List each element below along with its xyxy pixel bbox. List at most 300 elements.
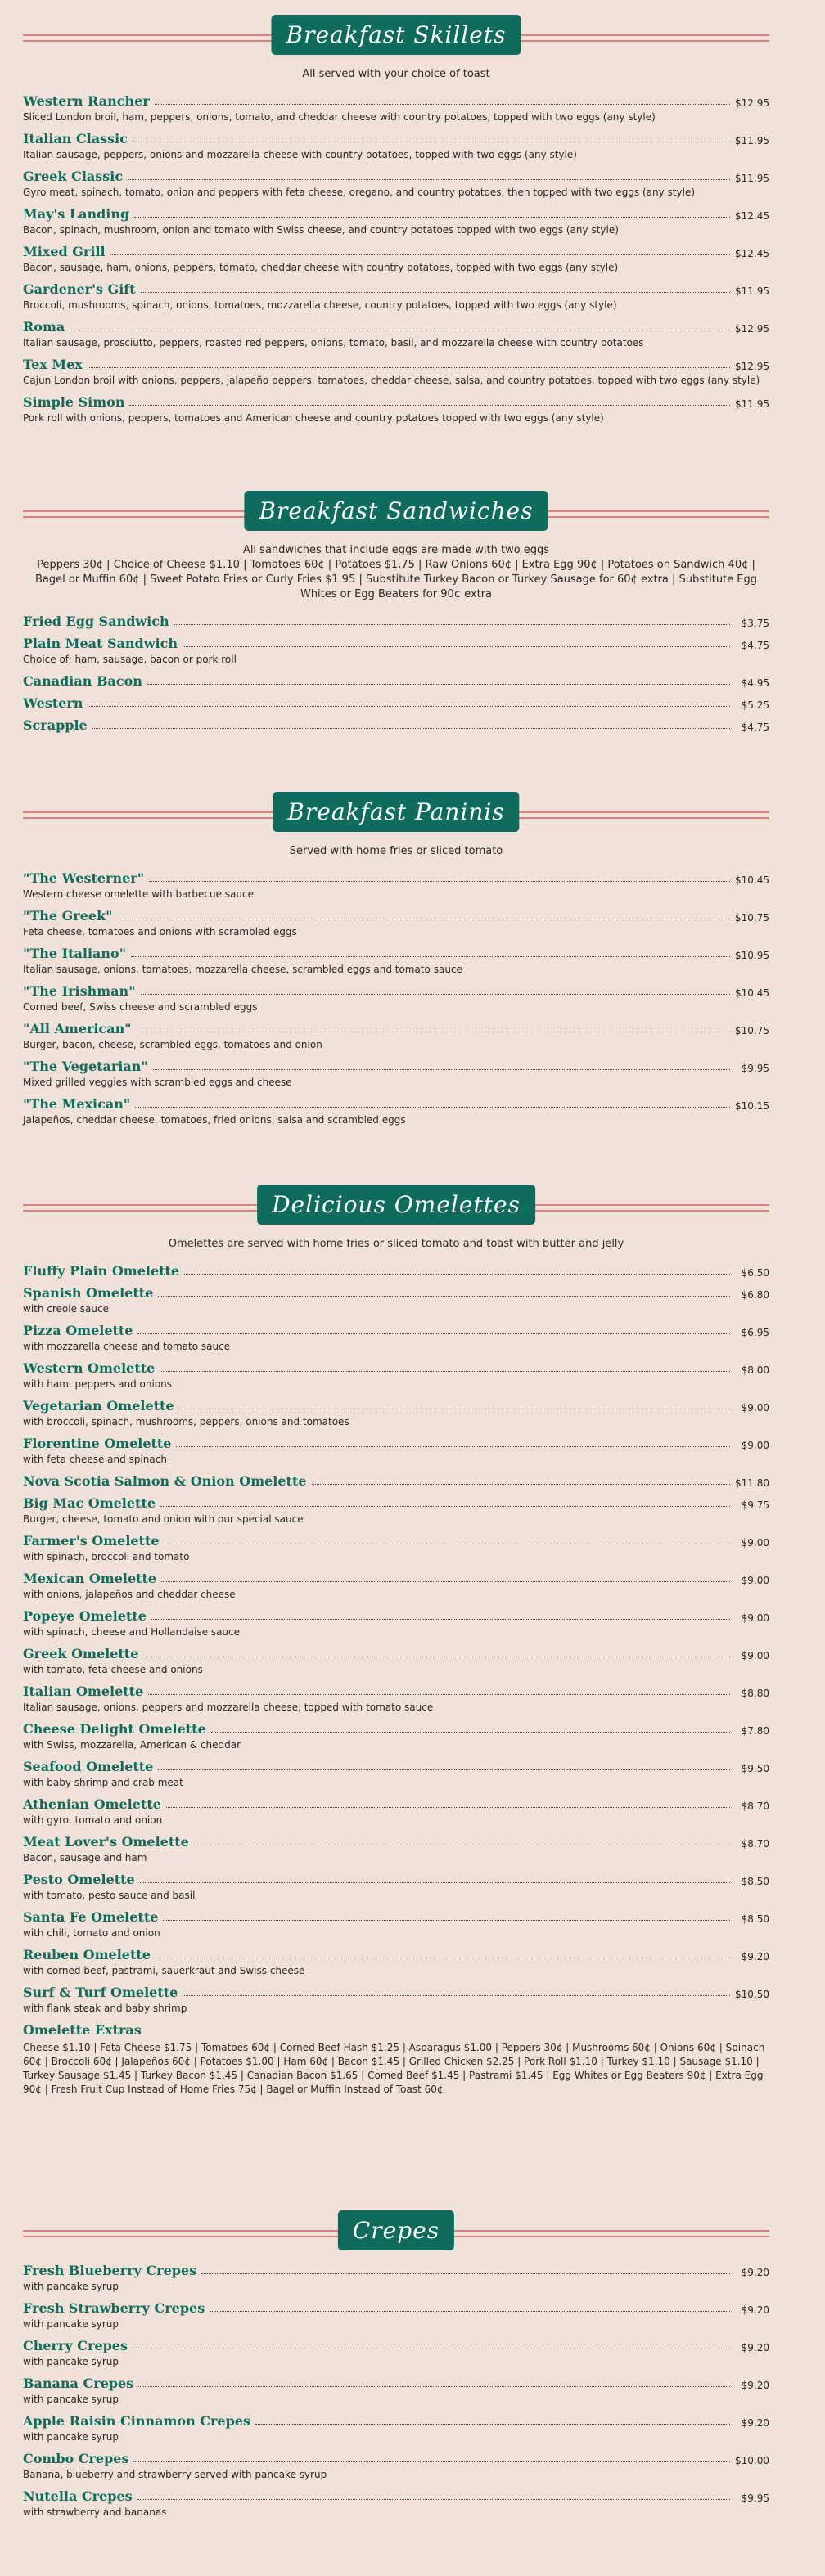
menu-item — [23, 319, 769, 350]
menu-item-name: Florentine Omelette — [23, 1436, 172, 1451]
menu-item-name: Fresh Strawberry Crepes — [23, 2300, 205, 2316]
dot-leader — [155, 104, 730, 105]
menu-item-description: Western cheese omelette with barbecue sauce — [23, 888, 254, 900]
menu-item — [23, 1021, 769, 1052]
menu-item-name: Plain Meat Sandwich — [23, 636, 178, 651]
menu-item-description: with pancake syrup — [23, 2394, 119, 2405]
menu-item-price: $8.70 — [741, 1801, 769, 1812]
section-breakfast-paninis — [23, 792, 769, 1134]
menu-item-description: Corned beef, Swiss cheese and scrambled eggs — [23, 1001, 258, 1013]
item-list — [23, 870, 769, 1127]
menu-item-row — [23, 1985, 769, 2000]
dot-leader — [166, 1807, 730, 1808]
section-breakfast-sandwiches — [23, 491, 769, 740]
menu-item-name: Santa Fe Omelette — [23, 1909, 159, 1925]
dot-leader — [183, 1995, 730, 1996]
menu-item-price: $12.95 — [735, 97, 769, 109]
omelette-extras — [23, 2022, 769, 2097]
menu-item-price: $11.95 — [735, 173, 769, 184]
menu-item — [23, 1721, 769, 1752]
menu-item-row — [23, 1323, 769, 1338]
menu-item-row — [23, 206, 769, 222]
menu-item-name: Italian Classic — [23, 131, 128, 146]
menu-item-price: $9.95 — [741, 1063, 769, 1074]
menu-item-description: with broccoli, spinach, mushrooms, peppers, onions and tomatoes — [23, 1416, 349, 1427]
menu-item-row — [23, 1096, 769, 1112]
menu-item-price: $10.45 — [735, 987, 769, 999]
menu-item-description: with ham, peppers and onions — [23, 1378, 173, 1390]
menu-item — [23, 1495, 769, 1526]
menu-item — [23, 1533, 769, 1564]
extras-text: Cheese $1.10 | Feta Cheese $1.75 | Tomatoes 60¢ | Corned Beef Hash $1.25 | Asparagus $1.00 | Peppers 30¢ | Mushrooms 60¢ | Onions 60¢ | Spinach 60¢ | Broccoli 60¢ | Jalapeños 60¢ | Potatoes $1.00 | Ham 60¢ | Bacon $1.45 | Grilled Chicken $2.25 | Pork Roll $1.10 | Turkey $1.10 | Sausage $1.10 | Turkey Sausage $1.45 | Turkey Bacon $1.45 | Canadian Bacon $1.65 | Corned Beef $1.45 | Pastrami $1.45 | Egg Whites or Egg Beaters 90¢ | Extra Egg 90¢ | Fresh Fruit Cup Instead of Home Fries 75¢ | Bagel or Muffin Instead of Toast 60¢ — [23, 2042, 765, 2095]
menu-item-description: Italian sausage, onions, tomatoes, mozzarella cheese, scrambled eggs and tomato sauce — [23, 964, 462, 975]
menu-item-row — [23, 1495, 769, 1511]
section-subtitle: Omelettes are served with home fries or sliced tomato and toast with butter and jelly — [168, 1238, 624, 1250]
menu-item-description: with creole sauce — [23, 1303, 109, 1315]
section-title: Crepes — [338, 2210, 454, 2250]
menu-item-description: with pancake syrup — [23, 2281, 119, 2292]
menu-item-price: $9.00 — [741, 1537, 769, 1549]
dot-leader — [134, 217, 730, 218]
menu-item-row — [23, 169, 769, 184]
menu-item — [23, 636, 769, 667]
menu-item-price: $10.45 — [735, 874, 769, 886]
menu-item-row — [23, 1646, 769, 1661]
dot-leader — [133, 2461, 730, 2462]
dot-leader — [255, 2424, 730, 2425]
menu-item-price: $12.95 — [735, 361, 769, 372]
menu-item-price: $9.20 — [741, 2304, 769, 2316]
menu-item — [23, 2300, 769, 2331]
menu-item-row — [23, 1947, 769, 1962]
dot-leader — [92, 728, 730, 729]
menu-item-price: $3.75 — [741, 618, 769, 629]
menu-item-name: "The Mexican" — [23, 1096, 131, 1112]
menu-item-name: Mexican Omelette — [23, 1571, 157, 1586]
menu-item-name: May's Landing — [23, 206, 130, 222]
menu-item — [23, 1059, 769, 1090]
menu-item — [23, 1796, 769, 1827]
menu-item-description: with pancake syrup — [23, 2318, 119, 2330]
menu-item-name: Athenian Omelette — [23, 1796, 161, 1812]
menu-item-description: with baby shrimp and crab meat — [23, 1777, 183, 1788]
dot-leader — [158, 1769, 730, 1770]
menu-item-price: $9.00 — [741, 1650, 769, 1661]
menu-item-description: Banana, blueberry and strawberry served with pancake syrup — [23, 2469, 327, 2480]
section-subtitle: Served with home fries or sliced tomato — [289, 845, 503, 857]
dot-leader — [138, 2499, 730, 2500]
menu-item-name: Farmer's Omelette — [23, 1533, 160, 1549]
dot-leader — [88, 706, 730, 707]
menu-item-row — [23, 1285, 769, 1301]
menu-item-row — [23, 131, 769, 146]
menu-item-name: Spanish Omelette — [23, 1285, 154, 1301]
dot-leader — [110, 254, 730, 255]
menu-item — [23, 1285, 769, 1316]
menu-item-description: Italian sausage, prosciutto, peppers, roasted red peppers, onions, tomato, basil, and mozzarella cheese with country potatoes — [23, 337, 644, 348]
menu-item-name: Pizza Omelette — [23, 1323, 133, 1338]
dot-leader — [184, 1274, 730, 1275]
menu-item — [23, 870, 769, 901]
menu-item-name: Banana Crepes — [23, 2376, 134, 2391]
menu-item-price: $10.15 — [735, 1100, 769, 1112]
menu-item-name: Roma — [23, 319, 65, 335]
menu-item-row — [23, 614, 769, 629]
menu-item-price: $9.00 — [741, 1575, 769, 1586]
section-breakfast-skillets — [23, 15, 769, 432]
section-title: Breakfast Paninis — [273, 792, 519, 832]
dot-leader — [160, 1371, 730, 1372]
menu-item-row — [23, 2451, 769, 2466]
menu-item-price: $8.00 — [741, 1364, 769, 1376]
menu-item — [23, 1571, 769, 1602]
menu-item-description: Italian sausage, peppers, onions and mozzarella cheese with country potatoes, topped with two eggs (any style) — [23, 149, 577, 160]
menu-item-description: Mixed grilled veggies with scrambled eggs and cheese — [23, 1077, 292, 1088]
menu-item-row — [23, 1263, 769, 1279]
menu-item-name: "The Westerner" — [23, 870, 145, 886]
menu-item — [23, 131, 769, 162]
menu-item-price: $4.75 — [741, 640, 769, 651]
menu-item-name: Big Mac Omelette — [23, 1495, 156, 1511]
menu-item-row — [23, 2488, 769, 2504]
dot-leader — [158, 1296, 730, 1297]
menu-item-row — [23, 1909, 769, 1925]
menu-item — [23, 1436, 769, 1467]
dot-leader — [176, 1446, 730, 1447]
menu-item-description: with corned beef, pastrami, sauerkraut and Swiss cheese — [23, 1965, 305, 1976]
section-delicious-omelettes — [23, 1185, 769, 2103]
menu-item-price: $8.50 — [741, 1913, 769, 1925]
menu-item — [23, 1473, 769, 1489]
menu-item-description: Bacon, sausage, ham, onions, peppers, tomato, cheddar cheese with country potatoes, topped with two eggs (any style) — [23, 262, 619, 273]
dot-leader — [160, 1506, 730, 1507]
menu-item — [23, 357, 769, 388]
menu-item — [23, 2488, 769, 2520]
menu-item-name: Simple Simon — [23, 394, 125, 410]
menu-item-name: Cheese Delight Omelette — [23, 1721, 206, 1737]
menu-item-price: $9.95 — [741, 2493, 769, 2504]
menu-item-row — [23, 2338, 769, 2353]
menu-item-price: $9.20 — [741, 2342, 769, 2353]
section-header — [23, 15, 769, 61]
menu-item-row — [23, 636, 769, 651]
menu-item-row — [23, 1473, 769, 1489]
menu-item-description: with tomato, feta cheese and onions — [23, 1664, 203, 1675]
menu-item-row — [23, 1436, 769, 1451]
dot-leader — [149, 881, 730, 882]
menu-item-price: $8.80 — [741, 1688, 769, 1699]
dot-leader — [153, 1069, 730, 1070]
menu-item — [23, 908, 769, 939]
menu-item-price: $4.75 — [741, 722, 769, 733]
menu-item — [23, 2376, 769, 2407]
item-list — [23, 1263, 769, 2016]
menu-item-row — [23, 1796, 769, 1812]
menu-item-description: with pancake syrup — [23, 2356, 119, 2367]
dot-leader — [147, 684, 730, 685]
menu-item-price: $11.95 — [735, 398, 769, 410]
menu-item-price: $12.95 — [735, 323, 769, 335]
menu-item-description: Sliced London broil, ham, peppers, onions, tomato, and cheddar cheese with country potatoes, topped with two eggs (any style) — [23, 111, 656, 123]
menu-item-price: $10.00 — [735, 2455, 769, 2466]
menu-item-name: "All American" — [23, 1021, 132, 1036]
menu-item-description: with onions, jalapeños and cheddar cheese — [23, 1589, 236, 1600]
dot-leader — [151, 1619, 730, 1620]
menu-item-name: Reuben Omelette — [23, 1947, 151, 1962]
menu-item-row — [23, 2300, 769, 2316]
menu-item-row — [23, 93, 769, 109]
menu-item-description: with spinach, cheese and Hollandaise sauce — [23, 1626, 241, 1638]
menu-item-name: Western — [23, 695, 83, 711]
menu-item-description: Bacon, spinach, mushroom, onion and tomato with Swiss cheese, and country potatoes topped with two eggs (any style) — [23, 224, 619, 236]
menu-item-name: Seafood Omelette — [23, 1759, 154, 1774]
menu-item-description: with spinach, broccoli and tomato — [23, 1551, 190, 1562]
menu-item — [23, 673, 769, 689]
menu-item-row — [23, 1872, 769, 1887]
menu-item-price: $9.20 — [741, 2267, 769, 2278]
menu-item-row — [23, 244, 769, 259]
dot-leader — [138, 2386, 730, 2387]
menu-item — [23, 1646, 769, 1677]
menu-item-row — [23, 717, 769, 733]
section-title: Breakfast Skillets — [272, 15, 521, 55]
menu-item-description: with strawberry and bananas — [23, 2506, 167, 2518]
dot-leader — [161, 1581, 730, 1582]
menu-item-price: $4.95 — [741, 677, 769, 689]
dot-leader — [163, 1920, 730, 1921]
menu-item-row — [23, 1021, 769, 1036]
menu-item — [23, 1947, 769, 1978]
dot-leader — [201, 2273, 730, 2274]
menu-item-row — [23, 1834, 769, 1850]
menu-item-row — [23, 357, 769, 372]
item-list — [23, 614, 769, 733]
menu-item-row — [23, 319, 769, 335]
menu-item-row — [23, 2263, 769, 2278]
menu-item-row — [23, 908, 769, 924]
menu-item-row — [23, 1684, 769, 1699]
menu-item — [23, 281, 769, 312]
menu-item-row — [23, 1059, 769, 1074]
section-crepes — [23, 2210, 769, 2526]
menu-item — [23, 983, 769, 1014]
dot-leader — [141, 994, 730, 995]
menu-item-name: Western Omelette — [23, 1360, 156, 1376]
menu-item-name: "The Irishman" — [23, 983, 136, 999]
menu-item-price: $9.75 — [741, 1499, 769, 1511]
menu-item-name: Canadian Bacon — [23, 673, 142, 689]
menu-item-description: Bacon, sausage and ham — [23, 1852, 147, 1863]
menu-item-description: with Swiss, mozzarella, American & cheddar — [23, 1739, 241, 1751]
menu-item-row — [23, 1571, 769, 1586]
dot-leader — [128, 179, 730, 180]
menu-item-price: $9.00 — [741, 1440, 769, 1451]
menu-item-price: $9.20 — [741, 1951, 769, 1962]
menu-item-description: Italian sausage, onions, peppers and mozzarella cheese, topped with tomato sauce — [23, 1702, 434, 1713]
menu-item-name: Gardener's Gift — [23, 281, 136, 297]
extras-title: Omelette Extras — [23, 2022, 142, 2038]
item-list — [23, 2263, 769, 2520]
menu-item — [23, 206, 769, 237]
menu-item-name: Vegetarian Omelette — [23, 1398, 174, 1414]
menu-item-row — [23, 394, 769, 410]
menu-item-price: $12.45 — [735, 248, 769, 259]
menu-item — [23, 2413, 769, 2444]
menu-item-price: $6.95 — [741, 1327, 769, 1338]
dot-leader — [138, 1333, 730, 1334]
menu-item — [23, 1985, 769, 2016]
menu-item-name: Mixed Grill — [23, 244, 106, 259]
menu-item-name: Cherry Crepes — [23, 2338, 128, 2353]
menu-item-name: Nutella Crepes — [23, 2488, 133, 2504]
menu-item-description: Cajun London broil with onions, peppers, jalapeño peppers, tomatoes, cheddar cheese, salsa, and country potatoes, topped with two eggs (any style) — [23, 375, 760, 386]
menu-item-row — [23, 1759, 769, 1774]
dot-leader — [141, 292, 730, 293]
menu-item — [23, 1909, 769, 1940]
menu-item-row — [23, 2376, 769, 2391]
menu-item-description: Broccoli, mushrooms, spinach, onions, tomatoes, mozzarella cheese, country potatoes, topped with two eggs (any style) — [23, 299, 617, 311]
menu-item-price: $9.00 — [741, 1402, 769, 1414]
menu-item-price: $8.50 — [741, 1876, 769, 1887]
menu-item-price: $7.80 — [741, 1725, 769, 1737]
menu-item-description: with tomato, pesto sauce and basil — [23, 1890, 196, 1901]
menu-item-price: $10.75 — [735, 912, 769, 924]
menu-item-row — [23, 946, 769, 961]
menu-item-name: Meat Lover's Omelette — [23, 1834, 189, 1850]
menu-item-name: Scrapple — [23, 717, 88, 733]
dot-leader — [174, 624, 730, 625]
menu-item-row — [23, 1360, 769, 1376]
menu-item-price: $10.95 — [735, 950, 769, 961]
menu-item — [23, 1684, 769, 1715]
menu-item-row — [23, 1721, 769, 1737]
menu-item-description: with flank steak and baby shrimp — [23, 2003, 187, 2014]
dot-leader — [135, 1107, 730, 1108]
menu-item — [23, 1323, 769, 1354]
menu-item-name: "The Vegetarian" — [23, 1059, 148, 1074]
menu-item-name: Greek Classic — [23, 169, 124, 184]
menu-item-name: Surf & Turf Omelette — [23, 1985, 178, 2000]
menu-item — [23, 1398, 769, 1429]
menu-item — [23, 2263, 769, 2294]
menu-item-price: $9.20 — [741, 2380, 769, 2391]
dot-leader — [148, 1694, 730, 1695]
menu-item-name: Western Rancher — [23, 93, 150, 109]
menu-item — [23, 2338, 769, 2369]
menu-item-name: "The Italiano" — [23, 946, 127, 961]
menu-item — [23, 695, 769, 711]
dot-leader — [183, 646, 730, 647]
dot-leader — [210, 2311, 730, 2312]
menu-item-name: Popeye Omelette — [23, 1608, 147, 1624]
menu-item-description: with mozzarella cheese and tomato sauce — [23, 1341, 231, 1352]
menu-item — [23, 1834, 769, 1865]
menu-item-row — [23, 281, 769, 297]
menu-item — [23, 1608, 769, 1639]
section-subtitle: All sandwiches that include eggs are made with two eggs — [242, 544, 550, 556]
menu-item — [23, 1759, 769, 1790]
menu-item-description: Feta cheese, tomatoes and onions with scrambled eggs — [23, 926, 297, 937]
menu-item-description: Pork roll with onions, peppers, tomatoes and American cheese and country potatoes topped with two eggs (any style) — [23, 412, 604, 424]
menu-item-price: $9.20 — [741, 2417, 769, 2429]
menu-item-name: Italian Omelette — [23, 1684, 144, 1699]
menu-item — [23, 717, 769, 733]
menu-item — [23, 244, 769, 275]
menu-item — [23, 394, 769, 425]
section-title: Delicious Omelettes — [257, 1185, 535, 1225]
dot-leader — [312, 1484, 730, 1485]
menu-item-row — [23, 1398, 769, 1414]
menu-item-name: Greek Omelette — [23, 1646, 139, 1661]
section-header — [23, 792, 769, 838]
menu-item-price: $10.75 — [735, 1025, 769, 1036]
menu-item-price: $11.95 — [735, 135, 769, 146]
menu-item-price: $5.25 — [741, 699, 769, 711]
menu-item — [23, 1096, 769, 1127]
menu-item-description: Burger, bacon, cheese, scrambled eggs, tomatoes and onion — [23, 1039, 322, 1050]
menu-item-description: with pancake syrup — [23, 2431, 119, 2443]
menu-item-price: $8.70 — [741, 1838, 769, 1850]
menu-item — [23, 169, 769, 200]
menu-item-row — [23, 673, 769, 689]
menu-item-name: Nova Scotia Salmon & Onion Omelette — [23, 1473, 307, 1489]
menu-item — [23, 93, 769, 124]
section-subtitle: All served with your choice of toast — [302, 68, 490, 80]
menu-item-row — [23, 983, 769, 999]
menu-item-price: $6.50 — [741, 1267, 769, 1279]
menu-item-price: $11.80 — [735, 1477, 769, 1489]
dot-leader — [131, 956, 730, 957]
menu-item — [23, 1360, 769, 1391]
dot-leader — [88, 367, 730, 368]
menu-item-name: Fluffy Plain Omelette — [23, 1263, 180, 1279]
section-title: Breakfast Sandwiches — [244, 491, 548, 531]
section-header — [23, 491, 769, 537]
menu-item-description: Gyro meat, spinach, tomato, onion and peppers with feta cheese, oregano, and country potatoes, then topped with two eggs (any style) — [23, 187, 696, 198]
dot-leader — [140, 1882, 730, 1883]
menu-item-price: $11.95 — [735, 285, 769, 297]
menu-item — [23, 1263, 769, 1279]
menu-item-row — [23, 2413, 769, 2429]
menu-item-description: with chili, tomato and onion — [23, 1927, 160, 1939]
menu-item — [23, 946, 769, 977]
section-subtitle-extras: Peppers 30¢ | Choice of Cheese $1.10 | Tomatoes 60¢ | Potatoes $1.75 | Raw Onions 60¢ | Extra Egg 90¢ | Potatoes on Sandwich 40¢ | Bagel or Muffin 60¢ | Sweet Potato Fries or Curly Fries $1.95 | Substitute Turkey Bacon or Turkey Sausage for 60¢ extra | Substitute Egg Whites or Egg Beaters for 90¢ extra — [34, 559, 758, 600]
menu-item-name: Combo Crepes — [23, 2451, 129, 2466]
menu-item-price: $6.80 — [741, 1289, 769, 1301]
menu-item-name: Tex Mex — [23, 357, 83, 372]
menu-item-row — [23, 1533, 769, 1549]
item-list — [23, 93, 769, 425]
section-header — [23, 2210, 769, 2256]
menu-item-description: with gyro, tomato and onion — [23, 1814, 163, 1826]
menu-item-name: "The Greek" — [23, 908, 113, 924]
menu-item-name: Apple Raisin Cinnamon Crepes — [23, 2413, 250, 2429]
menu-item-description: Burger, cheese, tomato and onion with our special sauce — [23, 1513, 304, 1525]
menu-item-description: Choice of: ham, sausage, bacon or pork roll — [23, 654, 237, 665]
menu-item-name: Pesto Omelette — [23, 1872, 135, 1887]
menu-item-price: $9.50 — [741, 1763, 769, 1774]
section-header — [23, 1185, 769, 1230]
menu-item-row — [23, 870, 769, 886]
menu-item — [23, 1872, 769, 1903]
menu-item-row — [23, 695, 769, 711]
dot-leader — [129, 405, 730, 406]
menu-item-name: Fresh Blueberry Crepes — [23, 2263, 197, 2278]
menu-item — [23, 614, 769, 629]
menu-item-description: Jalapeños, cheddar cheese, tomatoes, fried onions, salsa and scrambled eggs — [23, 1114, 406, 1126]
menu-item-row — [23, 1608, 769, 1624]
menu-item-price: $10.50 — [735, 1989, 769, 2000]
